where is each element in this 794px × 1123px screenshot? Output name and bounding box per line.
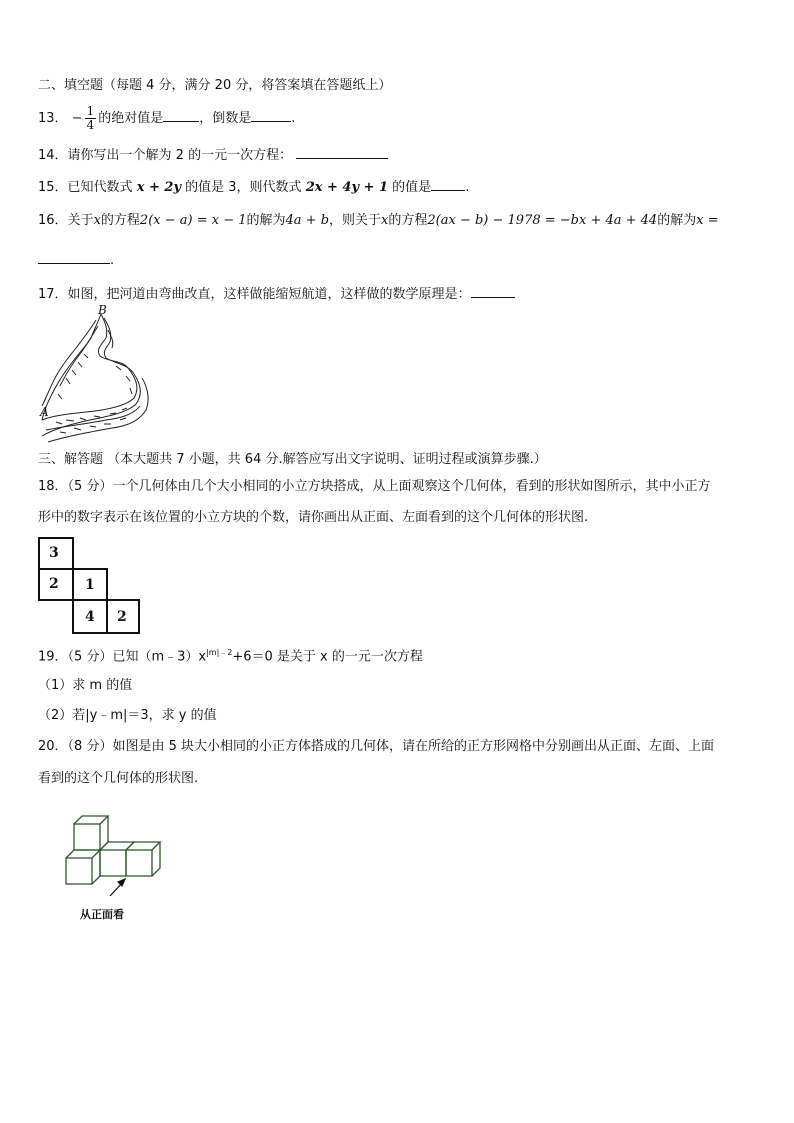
cell-count: 2 [117, 609, 127, 625]
equation: 2(ax − b) − 1978 = −bx + 4a + 44 [427, 213, 658, 228]
figure-caption: 从正面看 [80, 908, 124, 921]
river-figure [36, 302, 156, 448]
minus-sign: − [71, 111, 83, 126]
point-label-a: A [40, 405, 49, 419]
question-20-line-1: 20．（8 分）如图是由 5 块大小相同的小正方体搭成的几何体，请在所给的正方形网格中分别画出从正面、左面、上面 [38, 739, 714, 754]
answer-blank[interactable] [431, 177, 465, 191]
expression: x + 2y [136, 180, 181, 195]
question-19-part-1: （1）求 m 的值 [38, 678, 133, 693]
question-20-line-2: 看到的这个几何体的形状图. [38, 771, 199, 786]
section-title-solve: 三、解答题 （本大题共 7 小题，共 64 分.解答应写出文字说明、证明过程或演算步骤.） [38, 452, 547, 467]
expression: 2x + 4y + 1 [305, 180, 389, 195]
equation: 2(x − a) = x − 1 [139, 213, 247, 228]
point-label-b: B [98, 303, 107, 317]
cube-figure [60, 812, 170, 896]
cell-count: 2 [49, 576, 59, 592]
question-18-line-1: 18．（5 分）一个几何体由几个大小相同的小立方块搭成，从上面观察这个几何体，看到的形状如图所示，其中小正方 [38, 479, 711, 494]
question-14: 14．请你写出一个解为 2 的一元一次方程： [38, 145, 388, 165]
solution: 4a + b [285, 213, 330, 228]
answer-blank[interactable] [296, 145, 388, 159]
question-19-part-2: （2）若|y﹣m|＝3，求 y 的值 [38, 708, 217, 723]
answer-blank[interactable] [251, 108, 291, 122]
question-17: 17．如图，把河道由弯曲改直，这样做能缩短航道，这样做的数学原理是： [38, 284, 515, 304]
answer-blank[interactable] [38, 250, 110, 264]
cell-count: 1 [85, 577, 95, 593]
question-19: 19．（5 分）已知$(m﹣3)x^{|m|﹣2}+6=0$ 是关于 x 的一元一次方程 [38, 648, 423, 665]
question-13: 13． − $\frac{1}{4}$ 的绝对值是 ，倒数是 . [38, 104, 296, 132]
answer-blank[interactable] [471, 284, 515, 298]
section-title-fill-blank: 二、填空题（每题 4 分，满分 20 分，将答案填在答题纸上） [38, 78, 392, 93]
question-15: 15．已知代数式 x + 2y 的值是 3，则代数式 2x + 4y + 1 的值是 . [38, 177, 469, 197]
cell-count: 4 [85, 609, 95, 625]
cell-count: 3 [49, 545, 59, 561]
question-number: 13． [38, 111, 68, 126]
question-16-answer-line: . [38, 250, 114, 270]
fraction-one-quarter: $\frac{1}{4}$ [86, 104, 95, 132]
question-16: 16．关于x的方程2(x − a) = x − 1的解为4a + b，则关于x的方程2(ax − b) − 1978 = −bx + 4a + 44的解为x = [38, 213, 719, 228]
answer-blank[interactable] [163, 108, 199, 122]
question-18-line-2: 形中的数字表示在该位置的小立方块的个数，请你画出从正面、左面看到的这个几何体的形状图. [38, 510, 589, 525]
